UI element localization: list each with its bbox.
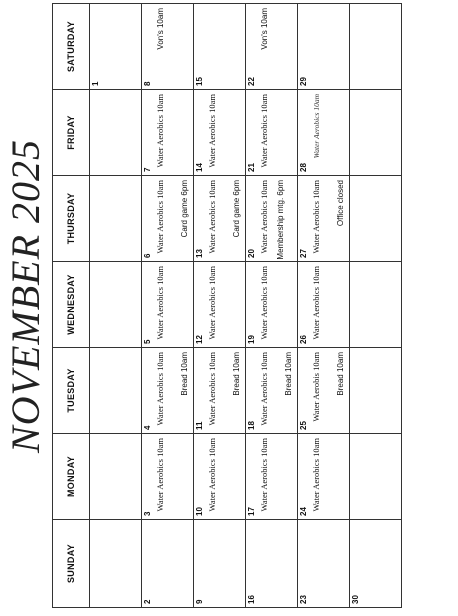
day-cell-sunday <box>246 520 298 608</box>
day-cell-monday <box>194 434 246 520</box>
day-cell-sunday <box>298 520 350 608</box>
event-text: Water Aerobics 10am <box>155 180 165 254</box>
day-number: 8 <box>143 81 152 86</box>
day-cell-wednesday <box>90 262 142 348</box>
day-cell-tuesday <box>246 348 298 434</box>
event-text: Water Aerobics 10am <box>311 438 321 512</box>
day-cell-friday <box>194 90 246 176</box>
day-number: 2 <box>143 599 152 604</box>
day-cell-monday <box>142 434 194 520</box>
day-number: 16 <box>247 595 256 604</box>
day-cell-sunday <box>90 520 142 608</box>
day-number: 4 <box>143 425 152 430</box>
day-number: 27 <box>299 249 308 258</box>
week-row <box>194 4 246 608</box>
event-text: Water Aerobics 10am <box>207 438 217 512</box>
day-number: 6 <box>143 253 152 258</box>
event-text: Membership mtg. 6pm <box>276 180 285 260</box>
day-cell-monday <box>350 434 402 520</box>
day-cell-sunday <box>194 520 246 608</box>
day-cell-wednesday <box>194 262 246 348</box>
day-number: 14 <box>195 163 204 172</box>
day-cell-friday <box>246 90 298 176</box>
day-number: 15 <box>195 77 204 86</box>
event-text: Water Aerobis 10am <box>311 352 321 422</box>
day-cell-friday <box>350 90 402 176</box>
week-row <box>142 4 194 608</box>
weekday-saturday: SATURDAY <box>53 4 90 90</box>
day-number: 22 <box>247 77 256 86</box>
day-cell-tuesday <box>142 348 194 434</box>
event-text: Water Aerobics 10am <box>259 180 269 254</box>
event-text: Water Aerobics 10am <box>155 352 165 426</box>
day-number: 25 <box>299 421 308 430</box>
day-cell-sunday <box>350 520 402 608</box>
week-row <box>298 4 350 608</box>
day-cell-thursday <box>350 176 402 262</box>
page-title: NOVEMBER 2025 <box>3 138 48 454</box>
weekday-wednesday: WEDNESDAY <box>53 262 90 348</box>
calendar-grid <box>52 3 402 608</box>
event-text: Water Aerobics 10am <box>259 94 269 168</box>
event-text: Water Aerobics 10am <box>259 266 269 340</box>
day-cell-tuesday <box>194 348 246 434</box>
day-cell-saturday <box>90 4 142 90</box>
event-text: Water Aerobics 10am <box>259 438 269 512</box>
day-cell-tuesday <box>90 348 142 434</box>
day-cell-thursday <box>142 176 194 262</box>
day-number: 21 <box>247 163 256 172</box>
event-text: Water Aerobics 10am <box>207 266 217 340</box>
day-cell-saturday <box>246 4 298 90</box>
event-text: Water Aerobics 10am <box>207 94 217 168</box>
event-text: Bread 10am <box>232 352 241 396</box>
day-cell-saturday <box>298 4 350 90</box>
day-cell-monday <box>246 434 298 520</box>
day-number: 26 <box>299 335 308 344</box>
weekday-header-row <box>53 4 90 608</box>
week-row <box>90 4 142 608</box>
week-row <box>350 4 402 608</box>
day-cell-monday <box>298 434 350 520</box>
weekday-monday: MONDAY <box>53 434 90 520</box>
day-number: 20 <box>247 249 256 258</box>
day-cell-tuesday <box>350 348 402 434</box>
day-number: 11 <box>195 421 204 430</box>
event-text: Bread 10am <box>180 352 189 396</box>
event-text: Office closed <box>336 180 345 227</box>
day-number: 28 <box>299 163 308 172</box>
event-text: Von's 10am <box>156 8 165 50</box>
week-row <box>246 4 298 608</box>
day-number: 29 <box>299 77 308 86</box>
day-number: 30 <box>351 595 360 604</box>
event-text: Bread 10am <box>284 352 293 396</box>
day-cell-monday <box>90 434 142 520</box>
day-number: 13 <box>195 249 204 258</box>
event-text: Water Aerobics 10am <box>155 438 165 512</box>
day-cell-sunday <box>142 520 194 608</box>
day-number: 1 <box>91 81 100 86</box>
day-cell-wednesday <box>298 262 350 348</box>
weekday-sunday: SUNDAY <box>53 520 90 608</box>
day-cell-thursday <box>298 176 350 262</box>
day-number: 17 <box>247 507 256 516</box>
day-number: 19 <box>247 335 256 344</box>
day-cell-wednesday <box>246 262 298 348</box>
event-text: Bread 10am <box>336 352 345 396</box>
event-text: Von's 10am <box>260 8 269 50</box>
day-number: 5 <box>143 339 152 344</box>
event-text: Water Aerobics 10am <box>311 180 321 254</box>
day-cell-saturday <box>142 4 194 90</box>
event-text: Card game 6pm <box>232 180 241 238</box>
day-cell-thursday <box>246 176 298 262</box>
day-cell-thursday <box>90 176 142 262</box>
day-cell-tuesday <box>298 348 350 434</box>
day-cell-friday <box>142 90 194 176</box>
day-cell-wednesday <box>350 262 402 348</box>
event-text: Water Aerobics 10am <box>155 94 165 168</box>
day-cell-friday <box>90 90 142 176</box>
event-text: Water Aerobics 10am <box>312 94 321 159</box>
day-number: 9 <box>195 599 204 604</box>
day-number: 3 <box>143 511 152 516</box>
day-number: 10 <box>195 507 204 516</box>
day-cell-thursday <box>194 176 246 262</box>
event-text: Card game 6pm <box>180 180 189 238</box>
event-text: Water Aerobics 10am <box>207 180 217 254</box>
day-number: 24 <box>299 507 308 516</box>
day-number: 18 <box>247 421 256 430</box>
day-cell-saturday <box>194 4 246 90</box>
day-cell-wednesday <box>142 262 194 348</box>
day-cell-saturday <box>350 4 402 90</box>
event-text: Water Aerobics 10am <box>155 266 165 340</box>
day-number: 23 <box>299 595 308 604</box>
event-text: Water Aerobics 10am <box>311 266 321 340</box>
weekday-tuesday: TUESDAY <box>53 348 90 434</box>
day-number: 7 <box>143 167 152 172</box>
event-text: Water Aerobics 10am <box>259 352 269 426</box>
day-cell-friday <box>298 90 350 176</box>
event-text: Water Aerobics 10am <box>207 352 217 426</box>
weekday-friday: FRIDAY <box>53 90 90 176</box>
weekday-thursday: THURSDAY <box>53 176 90 262</box>
day-number: 12 <box>195 335 204 344</box>
